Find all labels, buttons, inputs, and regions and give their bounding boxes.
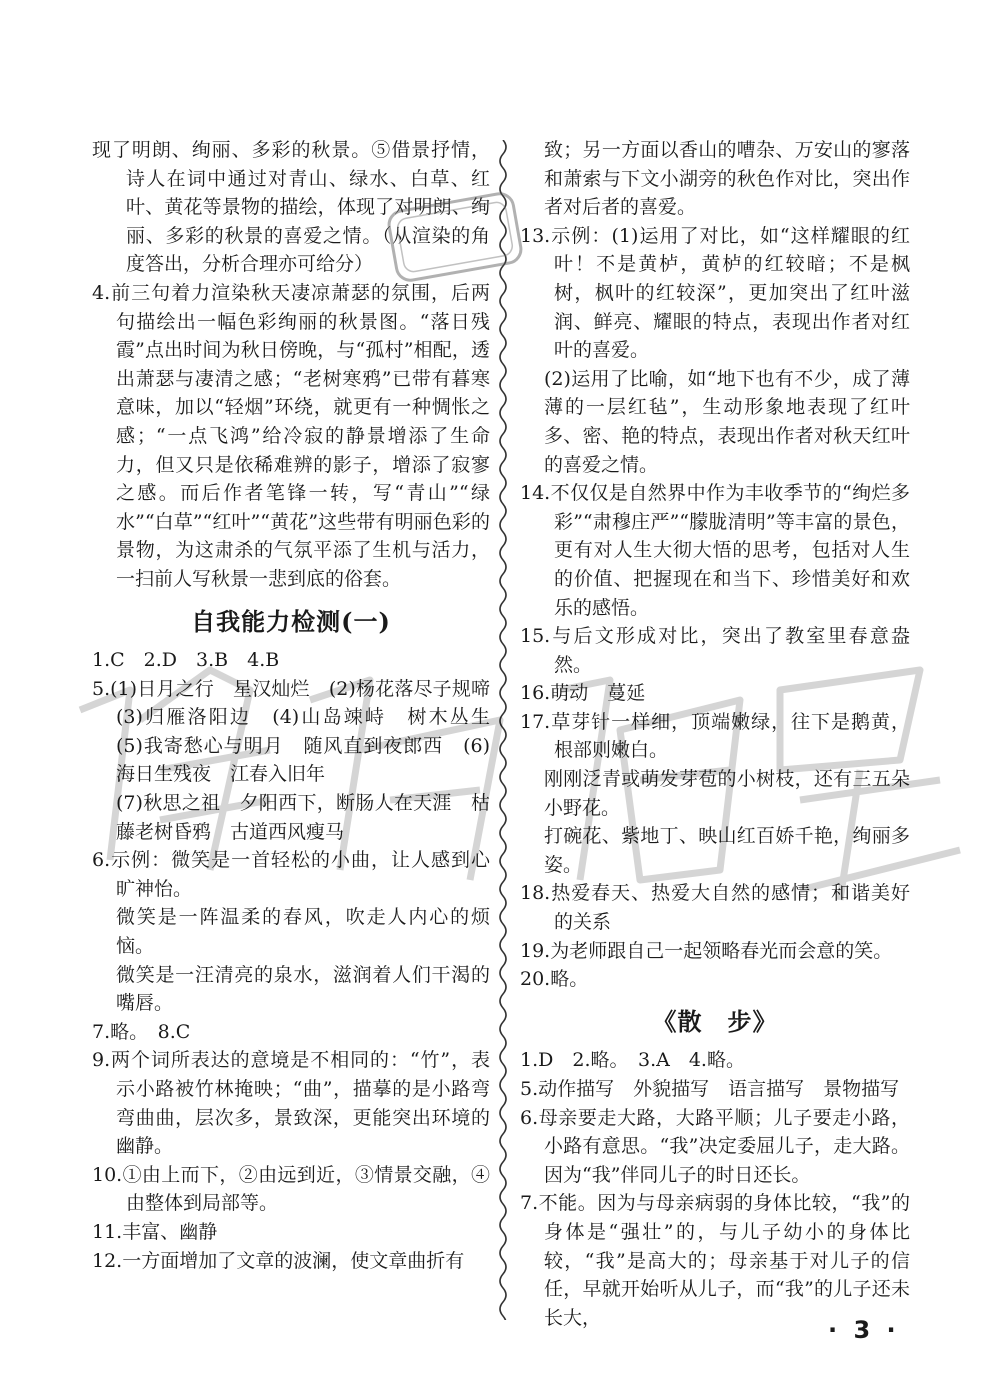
answer-paragraph: 11.丰富、幽静 [92,1220,218,1243]
answer-paragraph: 4.前三句着力渲染秋天凄凉萧瑟的氛围，后两句描绘出一幅色彩绚丽的秋景图。“落日残霞”点出时间为秋日傍晚，与“孤村”相配，透出萧瑟与凄清之感；“老树寒鸦”已带有暮寒意味，加以“轻烟”环绕，就更有一种惆怅之感；“一点飞鸿”给冷寂的静景增添了生命力，但又只是依稀难辨的影子，增添了寂寥之感。而后作者笔锋一转，写“青山”“绿水”“白草”“红叶”“黄花”这些带有明丽色彩的景物，为这肃杀的气氛平添了生机与活力，一扫前人写秋景一悲到底的俗套。 [92,281,490,590]
answer-paragraph: 致；另一方面以香山的嘈杂、万安山的寥落和萧索与下文小湖旁的秋色作对比，突出作者对后者的喜爱。 [544,139,910,219]
answer-paragraph: 9.两个词所表达的意境是不相同的：“竹”，表示小路被竹林掩映；“曲”，描摹的是小路弯弯曲曲，层次多，景致深，更能突出环境的幽静。 [92,1049,490,1158]
answer-paragraph: 1.C 2.D 3.B 4.B [92,649,280,672]
answer-paragraph: 5.(1)日月之行 星汉灿烂 (2)杨花落尽子规啼 (3)归雁洛阳边 (4)山岛竦峙 树木丛生 (5)我寄愁心与明月 随风直到夜郎西 (6)海日生残夜 江春入旧年 [92,677,510,786]
answer-paragraph: 14.不仅仅是自然界中作为丰收季节的“绚烂多彩”“肃穆庄严”“朦胧清明”等丰富的景色，更有对人生大彻大悟的思考，包括对人生的价值、把握现在和当下、珍惜美好和欢乐的感悟。 [520,482,910,619]
left-column [92,136,510,1275]
page-number: · 3 · [828,1316,900,1344]
answer-paragraph: (2)运用了比喻，如“地下也有不少，成了薄薄的一层红毡”，生动形象地表现了红叶多、密、艳的特点，表现出作者对秋天红叶的喜爱之情。 [544,367,910,476]
answer-paragraph: 打碗花、紫地丁、映山红百娇千艳，绚丽多姿。 [544,825,910,876]
answer-paragraph: 5.动作描写 外貌描写 语言描写 景物描写 [520,1078,900,1100]
answer-paragraph: 6.示例：微笑是一首轻松的小曲，让人感到心旷神怡。 [92,849,490,900]
answer-paragraph: 现了明朗、绚丽、多彩的秋景。⑤借景抒情，诗人在词中通过对青山、绿水、白草、红叶、黄花等景物的描绘，体现了对明朗、绚丽、多彩的秋景的喜爱之情。（从渲染的角度答出，分析合理亦可给分） [92,139,490,276]
answer-paragraph: 微笑是一汪清亮的泉水，滋润着人们干渴的嘴唇。 [116,963,490,1015]
answer-paragraph: 微笑是一阵温柔的春风，吹走人内心的烦恼。 [116,906,490,958]
right-column [520,136,910,1332]
answer-paragraph: (7)秋思之祖 夕阳西下，断肠人在天涯 枯藤老树昏鸦 古道西风瘦马 [116,792,490,843]
answer-paragraph: 15.与后文形成对比，突出了教室里春意盎然。 [520,625,910,676]
answer-paragraph: 19.为老师跟自己一起领略春光而会意的笑。 [520,939,893,962]
answer-paragraph: 刚刚泛青或萌发芽苞的小树枝，还有三五朵小野花。 [544,768,910,819]
section-heading: 《散 步》 [652,1006,778,1036]
answer-paragraph: 17.草芽针一样细，顶端嫩绿，往下是鹅黄，根部则嫩白。 [520,710,910,762]
answer-paragraph: 18.热爱春天、热爱大自然的感情；和谐美好的关系 [520,882,910,934]
answer-paragraph: 12.一方面增加了文章的波澜，使文章曲折有 [92,1249,465,1272]
answer-paragraph: 7.不能。因为与母亲病弱的身体比较，“我”的身体是“强壮”的，与儿子幼小的身体比较，“我”是高大的；母亲基于对儿子的信任，早就开始听从儿子，而“我”的儿子还未长大， [520,1192,910,1329]
wavy-divider [493,140,513,1320]
answer-paragraph: 7.略。 8.C [92,1020,191,1043]
answer-paragraph: 1.D 2.略。 3.A 4.略。 [520,1049,745,1072]
answer-paragraph: 10.①由上而下，②由远到近，③情景交融，④由整体到局部等。 [92,1163,490,1215]
answer-paragraph: 16.萌动 蔓延 [520,682,646,705]
answer-paragraph: 6.母亲要走大路，大路平顺；儿子要走小路，小路有意思。“我”决定委屈儿子，走大路。因为“我”伴同儿子的时日还长。 [520,1106,910,1186]
section-heading: 自我能力检测(一) [191,606,391,636]
answer-paragraph: 20.略。 [520,968,589,991]
stamp-seal-icon [380,182,530,292]
answer-paragraph: 13.示例：(1)运用了对比，如“这样耀眼的红叶！不是黄栌，黄栌的红较暗；不是枫树，枫叶的红较深”，更加突出了红叶滋润、鲜亮、耀眼的特点，表现出作者对红叶的喜爱。 [520,224,910,362]
